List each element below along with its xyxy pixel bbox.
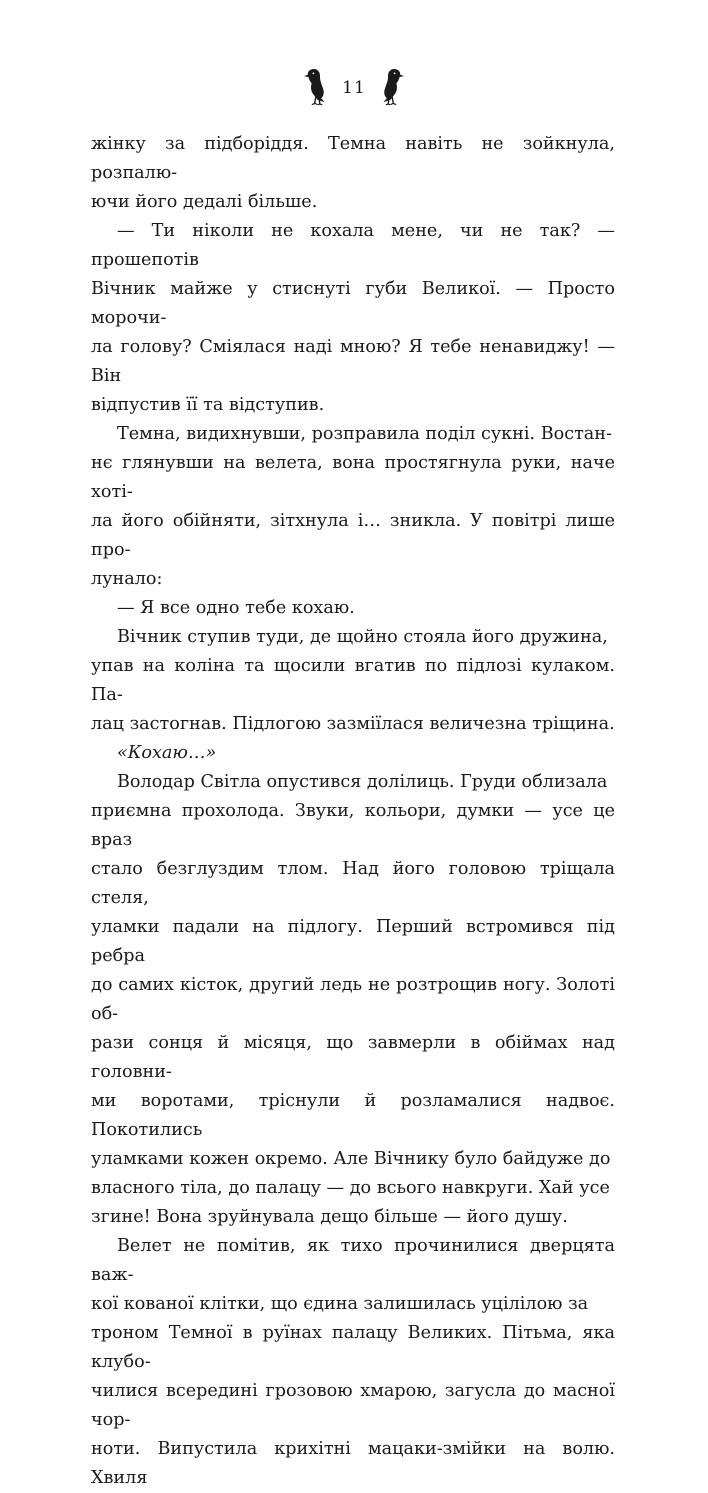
text-line: відпустив її та відступив. xyxy=(91,395,325,415)
text-line: згине! Вона зруйнувала дещо більше — його душу. xyxy=(91,1207,568,1227)
paragraph xyxy=(91,768,615,1232)
text-line: троном Темної в руїнах палацу Великих. Пітьма, яка клубо- xyxy=(91,1323,615,1372)
text-line: Темна, видихнувши, розправила поділ сукні. Востан- xyxy=(117,424,612,444)
text-line: рази сонця й місяця, що завмерли в обіймах над головни- xyxy=(91,1033,615,1082)
text-line: — Я все одно тебе кохаю. xyxy=(117,598,355,618)
paragraph xyxy=(91,217,615,420)
page-number: 11 xyxy=(342,77,366,98)
text-line: до самих кісток, другий ледь не розтрощив ногу. Золоті об- xyxy=(91,975,615,1024)
text-line: кої кованої клітки, що єдина залишилась уцілілою за xyxy=(91,1294,589,1314)
text-line: Вічник ступив туди, де щойно стояла його дружина, xyxy=(117,627,608,647)
text-line: ноти. Випустила крихітні мацаки-змійки на волю. Хвиля xyxy=(91,1439,615,1488)
text-line: ла його обійняти, зітхнула і… зникла. У повітрі лише про- xyxy=(91,511,615,560)
paragraph xyxy=(91,623,615,739)
raven-icon xyxy=(302,66,334,106)
text-line: приємна прохолода. Звуки, кольори, думки — усе це враз xyxy=(91,801,615,850)
text-line: лац застогнав. Підлогою зазміїлася величезна тріщина. xyxy=(91,714,615,734)
raven-icon xyxy=(374,66,406,106)
body-text xyxy=(91,130,615,1493)
paragraph-italic xyxy=(91,739,615,768)
text-line: ми воротами, тріснули й розламалися надвоє. Покотились xyxy=(91,1091,615,1140)
text-line: власного тіла, до палацу — до всього навкруги. Хай усе xyxy=(91,1178,610,1198)
paragraph xyxy=(91,1232,615,1493)
text-line: ла голову? Сміялася наді мною? Я тебе ненавиджу! — Він xyxy=(91,337,615,386)
text-line: лунало: xyxy=(91,569,163,589)
text-line: жінку за підборіддя. Темна навіть не зойкнула, розпалю- xyxy=(91,134,615,183)
text-line: — Ти ніколи не кохала мене, чи не так? — прошепотів xyxy=(91,221,615,270)
text-line: «Кохаю…» xyxy=(117,743,217,763)
text-line: Вічник майже у стиснуті губи Великої. — Просто морочи- xyxy=(91,279,615,328)
text-line: стало безглуздим тлом. Над його головою тріщала стеля, xyxy=(91,859,615,908)
paragraph xyxy=(91,130,615,217)
text-line: упав на коліна та щосили вгатив по підлозі кулаком. Па- xyxy=(91,656,615,705)
text-line: уламки падали на підлогу. Перший встромився під ребра xyxy=(91,917,615,966)
page-header xyxy=(0,64,708,108)
text-line: ючи його дедалі більше. xyxy=(91,192,318,212)
text-line: нє глянувши на велета, вона простягнула руки, наче хоті- xyxy=(91,453,615,502)
paragraph xyxy=(91,420,615,594)
text-line: Велет не помітив, як тихо прочинилися дверцята важ- xyxy=(91,1236,615,1285)
text-line: уламками кожен окремо. Але Вічнику було байдуже до xyxy=(91,1149,611,1169)
paragraph xyxy=(91,594,615,623)
text-line: Володар Світла опустився долілиць. Груди облизала xyxy=(117,772,608,792)
text-line: чилися всередині грозовою хмарою, загусла до масної чор- xyxy=(91,1381,615,1430)
